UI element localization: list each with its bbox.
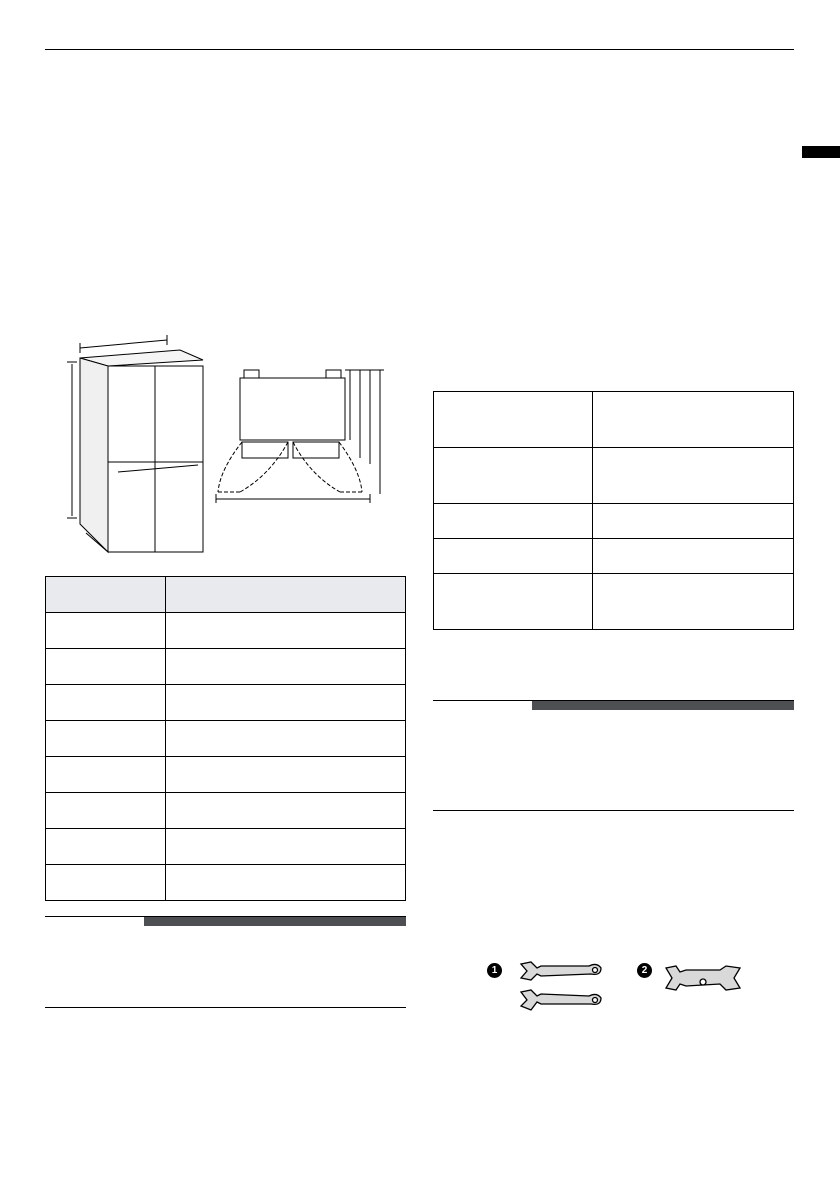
table-row xyxy=(46,757,406,793)
note-header-bar-left xyxy=(45,916,406,925)
table-row xyxy=(434,448,794,504)
table-row xyxy=(434,392,794,448)
table-row xyxy=(46,685,406,721)
door-clearance-plan-illustration xyxy=(210,360,385,505)
refrigerator-dimension-illustration xyxy=(50,330,210,555)
table-row xyxy=(434,574,794,630)
table-row xyxy=(46,577,406,613)
table-row xyxy=(46,793,406,829)
note-end-rule-left xyxy=(45,1007,406,1008)
note-header-bar-right xyxy=(433,700,794,709)
header-rule xyxy=(45,49,794,50)
language-tab xyxy=(802,146,840,158)
table-row xyxy=(46,829,406,865)
double-end-wrench-icon xyxy=(664,960,744,996)
table-row xyxy=(46,613,406,649)
tool-number-badge: 1 xyxy=(487,963,502,978)
note-end-rule-right xyxy=(433,810,794,811)
clearance-table xyxy=(433,391,794,630)
dimensions-table xyxy=(45,576,406,901)
table-row xyxy=(434,504,794,539)
table-row xyxy=(46,865,406,901)
tool-number-badge: 2 xyxy=(637,963,652,978)
table-row xyxy=(434,539,794,574)
table-row xyxy=(46,721,406,757)
table-row xyxy=(46,649,406,685)
open-end-wrench-icon xyxy=(517,958,607,1018)
